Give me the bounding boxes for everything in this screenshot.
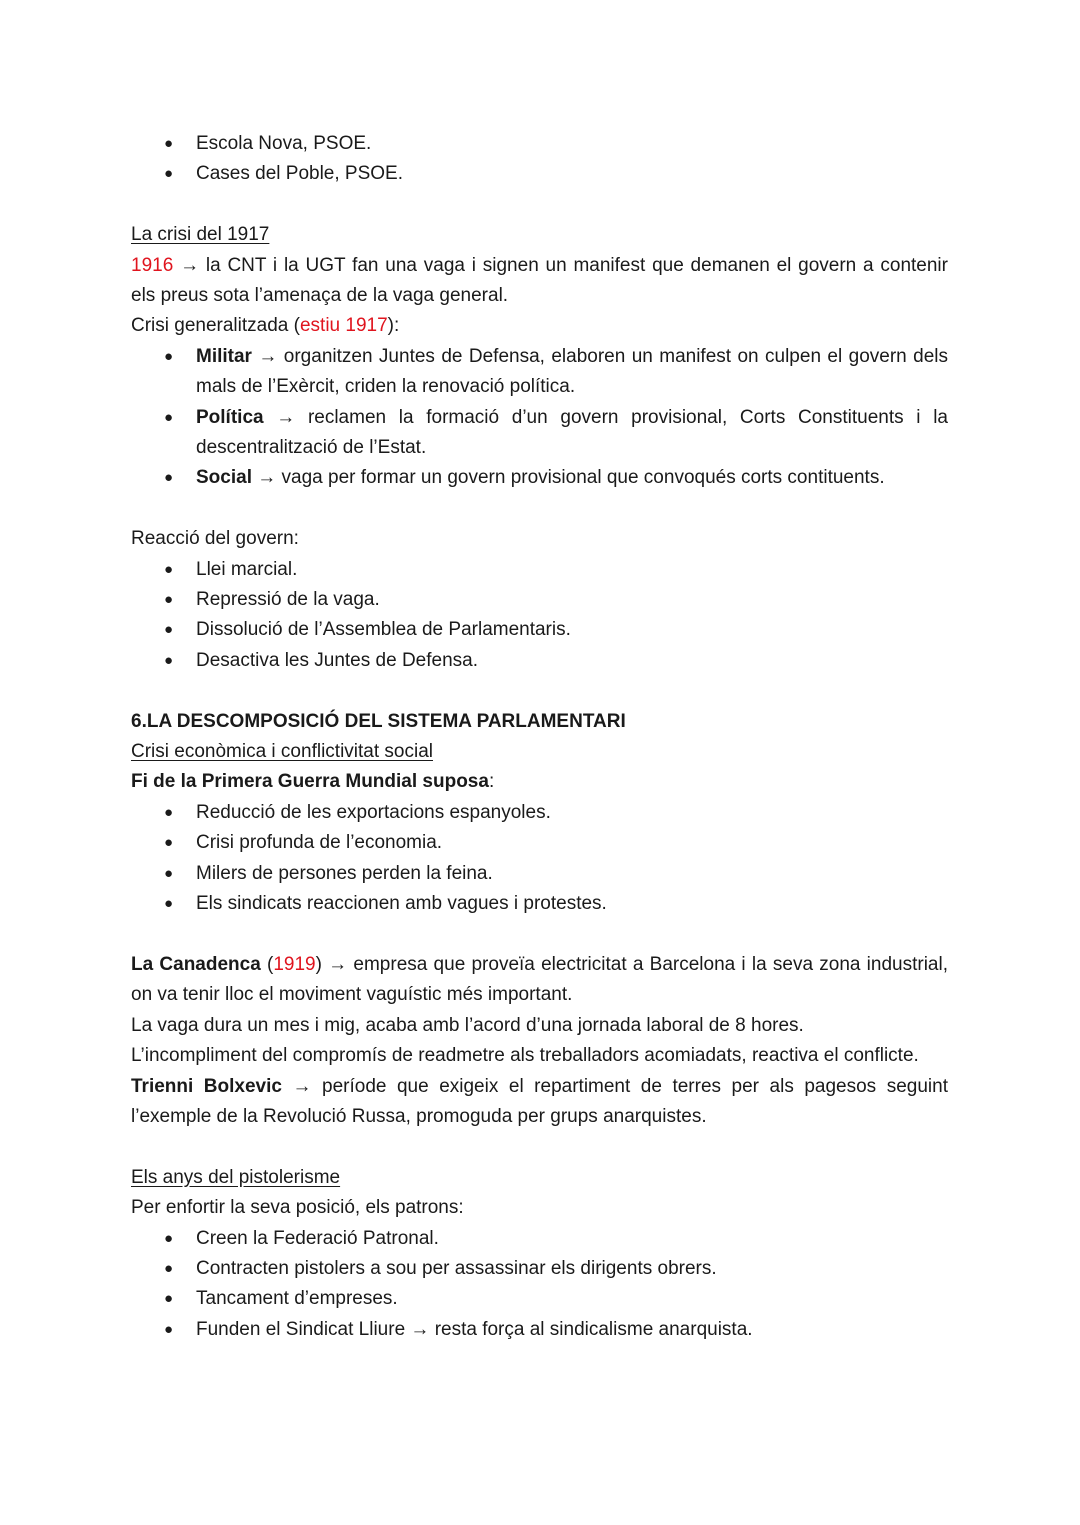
patrons-list: [131, 1224, 948, 1346]
section-6-title: 6.LA DESCOMPOSICIÓ DEL SISTEMA PARLAMENTARI: [131, 710, 626, 732]
paragraph-1916: 1916 → la CNT i la UGT fan una vaga i signen un manifest que demanen el govern a contenir els preus sota l’amenaça de la vaga general.: [131, 254, 948, 307]
list-item: ● Repressió de la vaga.: [131, 585, 948, 615]
list-item: ● Milers de persones perden la feina.: [131, 859, 948, 889]
heading-crisi-1917: La crisi del 1917: [131, 224, 270, 246]
list-item: ● Cases del Poble, PSOE.: [131, 159, 948, 189]
paragraph-canadenca: La Canadenca (1919) → empresa que proveïa electricitat a Barcelona i la seva zona industrial, on va tenir lloc el moviment vaguístic més important.: [131, 953, 949, 1006]
list-item: ● Llei marcial.: [131, 555, 948, 585]
list-item: ● Funden el Sindicat Lliure → resta força al sindicalisme anarquista.: [131, 1315, 948, 1345]
list-item: ● Tancament d’empreses.: [131, 1284, 948, 1314]
list-item: ● Militar → organitzen Juntes de Defensa, elaboren un manifest on culpen el govern dels mals de l’Exèrcit, criden la renovació política.: [131, 342, 948, 403]
date-estiu-1917: estiu 1917: [299, 315, 388, 337]
paragraph-vaga: La vaga dura un mes i mig, acaba amb l’acord d’una jornada laboral de 8 hores.: [131, 1014, 804, 1036]
year-1919: 1919: [273, 953, 316, 975]
list-item: ● Escola Nova, PSOE.: [131, 129, 948, 159]
list-item: ● Social → vaga per formar un govern provisional que convoqués corts contituents.: [131, 463, 948, 493]
document-content: [131, 129, 948, 1345]
list-item: ● Dissolució de l’Assemblea de Parlamentaris.: [131, 615, 948, 645]
crisis-types-list: [131, 342, 948, 494]
list-item: ● Desactiva les Juntes de Defensa.: [131, 646, 948, 676]
reaction-list: [131, 555, 948, 677]
list-item: ● Creen la Federació Patronal.: [131, 1224, 948, 1254]
top-bullet-list: [131, 129, 948, 190]
reaction-label: Reacció del govern:: [131, 528, 299, 550]
paragraph-fi-guerra: Fi de la Primera Guerra Mundial suposa:: [131, 771, 495, 793]
list-item: ● Crisi profunda de l’economia.: [131, 828, 948, 858]
list-item: ● Política → reclamen la formació d’un govern provisional, Corts Constituents i la descentralització de l’Estat.: [131, 403, 948, 464]
subheading-crisi-economica: Crisi econòmica i conflictivitat social: [131, 741, 433, 763]
year-1916: 1916: [131, 254, 174, 276]
paragraph-crisi-generalitzada: Crisi generalitzada (estiu 1917):: [131, 315, 400, 337]
list-item: ● Contracten pistolers a sou per assassinar els dirigents obrers.: [131, 1254, 948, 1284]
paragraph-incompliment: L’incompliment del compromís de readmetre als treballadors acomiadats, reactiva el conflicte.: [131, 1045, 919, 1067]
heading-pistolerisme: Els anys del pistolerisme: [131, 1166, 341, 1188]
list-item: ● Els sindicats reaccionen amb vagues i protestes.: [131, 889, 948, 919]
paragraph-trienni: Trienni Bolxevic → període que exigeix el repartiment de terres per als pagesos seguint l’exemple de la Revolució Russa, promoguda per grups anarquistes.: [131, 1075, 948, 1127]
list-item: ● Reducció de les exportacions espanyoles.: [131, 798, 948, 828]
paragraph-patrons: Per enfortir la seva posició, els patrons:: [131, 1197, 464, 1219]
consequences-list: [131, 798, 948, 920]
